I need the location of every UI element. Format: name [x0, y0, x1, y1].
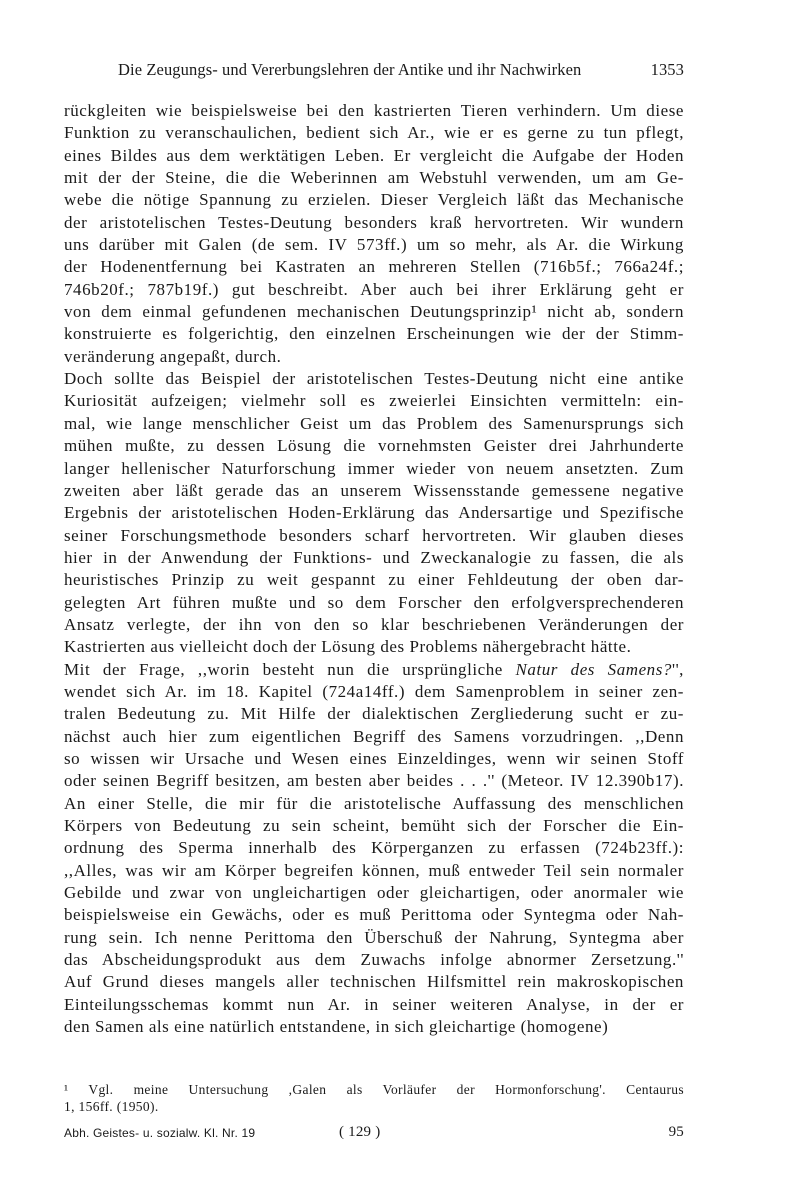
footer-page-number: 95	[668, 1124, 684, 1140]
text-line: nächst auch hier zum eigentlichen Begriff des Samens vorzudringen. ,,Denn	[64, 726, 684, 746]
text-line: Auf Grund dieses mangels aller technischen Hilfsmittel rein makroskopischen	[64, 972, 684, 992]
text-line: Funktion zu veranschaulichen, bedient sich Ar., wie er es gerne zu tun pflegt,	[64, 123, 684, 143]
text-line: Kastrierten aus vielleicht doch der Lösung des Problems nähergebracht hätte.	[64, 637, 632, 657]
text-line: gelegten Art führen mußte und so dem Forscher den erfolgversprechenderen	[64, 592, 684, 612]
text-line: mit der der Steine, die die Weberinnen am Webstuhl verwenden, um am Ge-	[64, 168, 684, 188]
text-line: der Hodenentfernung bei Kastraten an mehreren Stellen (716b5f.; 766a24f.;	[64, 257, 684, 277]
footnote-line: ¹ Vgl. meine Untersuchung ,Galen als Vorläufer der Hormonforschung'. Centaurus	[64, 1082, 684, 1097]
text-line: Ansatz verlegte, der ihn von den so klar beschriebenen Veränderungen der	[64, 614, 684, 634]
text-line: uns darüber mit Galen (de sem. IV 573ff.) um so mehr, als Ar. die Wirkung	[64, 235, 684, 255]
text-line: mal, wie lange menschlicher Geist um das Problem des Samenursprungs sich	[64, 413, 684, 433]
text-line: beispielsweise ein Gewächs, oder es muß Perittoma oder Syntegma oder Nah-	[64, 905, 684, 925]
text-line: der aristotelischen Testes-Deutung besonders kraß hervortreten. Wir wundern	[64, 212, 684, 232]
text-line: 746b20f.; 787b19f.) gut beschreibt. Aber auch bei ihrer Erklärung geht er	[64, 279, 684, 299]
running-head-title: Die Zeugungs- und Vererbungslehren der Antike und ihr Nachwirken	[118, 60, 582, 79]
text-line: webe die nötige Spannung zu erzielen. Dieser Vergleich läßt das Mechanische	[64, 190, 684, 210]
text-line: Gebilde und zwar von ungleichartigen oder gleichartigen, oder anormaler wie	[64, 883, 684, 903]
text-line: ordnung des Sperma innerhalb des Körperganzen zu erfassen (724b23ff.):	[64, 838, 684, 858]
text-line: Kuriosität aufzeigen; vielmehr soll es zweierlei Einsichten vermitteln: ein-	[64, 391, 684, 411]
footer-series: Abh. Geistes- u. sozialw. Kl. Nr. 19	[64, 1126, 256, 1140]
text-line: ,,Alles, was wir am Körper begreifen können, muß entweder Teil sein normaler	[64, 860, 684, 880]
text-line: heuristisches Prinzip zu weit gespannt zu einer Fehldeutung der oben dar-	[64, 570, 684, 590]
text-line: hier in der Anwendung der Funktions- und Zweckanalogie zu fassen, die als	[64, 547, 684, 567]
text-line: Körpers von Bedeutung zu sein scheint, bemüht sich der Forscher die Ein-	[64, 816, 684, 835]
text-line: seiner Forschungsmethode besonders scharf hervortreten. Wir glauben dieses	[64, 525, 684, 545]
text-line: eines Bildes aus dem werktätigen Leben. Er vergleicht die Aufgabe der Hoden	[64, 145, 684, 165]
text-line: so wissen wir Ursache und Wesen eines Einzeldinges, wenn wir seinen Stoff	[64, 748, 684, 768]
footnote-line: 1, 156ff. (1950).	[64, 1099, 159, 1114]
text-line: tralen Bedeutung zu. Mit Hilfe der dialektischen Zergliederung sucht er zu-	[64, 704, 684, 724]
footer-sheet-number: ( 129 )	[339, 1124, 381, 1140]
text-line: von dem einmal gefundenen mechanischen Deutungsprinzip¹ nicht ab, sondern	[64, 302, 684, 322]
text-line: zweiten aber läßt gerade das an unserem Wissensstande gemessene negative	[64, 480, 684, 500]
text-line: veränderung angepaßt, durch.	[64, 346, 282, 366]
footnote	[64, 1081, 684, 1115]
text-line: An einer Stelle, die mir für die aristotelische Auffassung des menschlichen	[64, 793, 684, 813]
text-line: oder seinen Begriff besitzen, am besten aber beides . . .'' (Meteor. IV 12.390b17).	[64, 771, 684, 791]
text-line: den Samen als eine natürlich entstandene, in sich gleichartige (homogene)	[64, 1017, 609, 1037]
running-head-page-number: 1353	[650, 60, 684, 79]
text-line: rückgleiten wie beispielsweise bei den kastrierten Tieren verhindern. Um diese	[64, 101, 684, 120]
text-line: rung sein. Ich nenne Perittoma den Überschuß der Nahrung, Syntegma aber	[64, 927, 684, 947]
text-line: das Abscheidungsprodukt aus dem Zuwachs infolge abnormer Zersetzung.''	[64, 950, 684, 970]
text-line: konstruierte es folgerichtig, den einzelnen Erscheinungen wie der der Stimm-	[64, 324, 684, 344]
body-text	[64, 100, 684, 1038]
text-line: Mit der Frage, ,,worin besteht nun die ursprüngliche Natur des Samens?'',	[64, 659, 684, 679]
text-line: langer hellenischer Naturforschung immer wieder von neuem ansetzten. Zum	[64, 458, 684, 478]
text-line: Doch sollte das Beispiel der aristotelischen Testes-Deutung nicht eine antike	[64, 369, 684, 389]
text-line: wendet sich Ar. im 18. Kapitel (724a14ff.) dem Samenproblem in seiner zen-	[64, 681, 684, 701]
text-line: mühen mußte, zu dessen Lösung die vornehmsten Geister drei Jahrhunderte	[64, 436, 684, 456]
text-line: Ergebnis der aristotelischen Hoden-Erklärung das Andersartige und Spezifische	[64, 503, 684, 523]
text-line: Einteilungsschemas kommt nun Ar. in seiner weiteren Analyse, in der er	[64, 994, 684, 1014]
